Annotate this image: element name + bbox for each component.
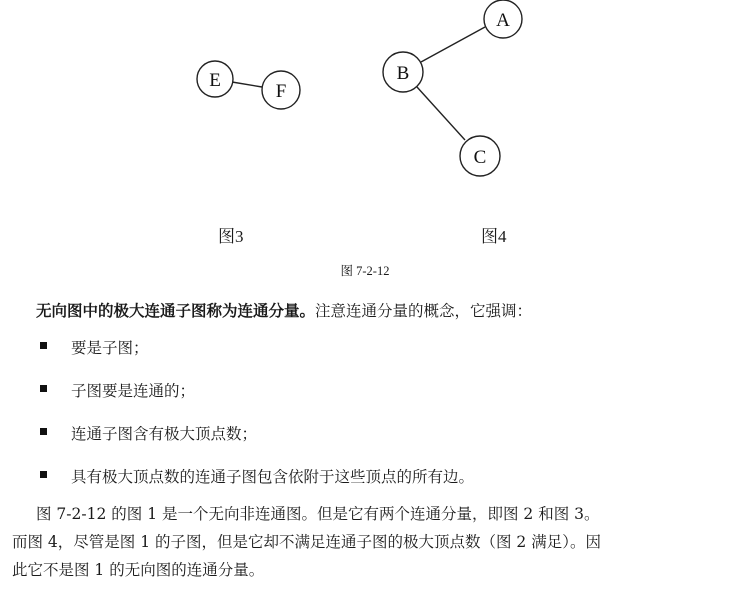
intro-sentence: [36, 299, 532, 321]
explanation-paragraph: [12, 500, 724, 584]
square-bullet-icon: [40, 342, 47, 349]
edge-b-c: [417, 87, 465, 140]
svg-text:E: E: [209, 70, 221, 91]
subfigure-caption-4: 图4: [481, 227, 507, 246]
bullet-list: [40, 336, 474, 508]
bullet-text: 具有极大顶点数的连通子图包含依附于这些顶点的所有边。: [71, 468, 475, 486]
bullet-text: 子图要是连通的；: [71, 382, 196, 400]
node-c: [460, 136, 500, 176]
square-bullet-icon: [40, 471, 47, 478]
svg-text:B: B: [396, 63, 410, 84]
node-f: [262, 71, 300, 109]
square-bullet-icon: [40, 385, 47, 392]
list-item: [40, 336, 474, 379]
list-item: [40, 422, 474, 465]
subfigure-caption-3: 图3: [218, 227, 244, 246]
paragraph-line: 图 7-2-12 的图 1 是一个无向非连通图。但是它有两个连通分量，即图 2 和图 3。: [36, 505, 600, 523]
bullet-text: 连通子图含有极大顶点数；: [71, 425, 258, 443]
node-b: [383, 52, 423, 92]
paragraph-line: 而图 4，尽管是图 1 的子图，但是它却不满足连通子图的极大顶点数（图 2 满足）。因: [12, 533, 601, 551]
square-bullet-icon: [40, 428, 47, 435]
bullet-text: 要是子图；: [71, 339, 149, 357]
figure-caption: 图 7-2-12: [340, 264, 390, 278]
paragraph-line: 此它不是图 1 的无向图的连通分量。: [12, 561, 265, 579]
intro-rest: 注意连通分量的概念，它强调：: [315, 302, 533, 320]
graph-figure: [0, 0, 730, 250]
edge-b-a: [421, 27, 485, 62]
svg-text:A: A: [496, 10, 510, 31]
edge-e-f: [232, 82, 262, 87]
node-e: [197, 61, 233, 97]
list-item: [40, 379, 474, 422]
definition-bold: 无向图中的极大连通子图称为连通分量。: [36, 301, 316, 320]
svg-text:C: C: [473, 147, 487, 168]
node-a: [484, 0, 522, 38]
svg-text:F: F: [275, 81, 287, 102]
